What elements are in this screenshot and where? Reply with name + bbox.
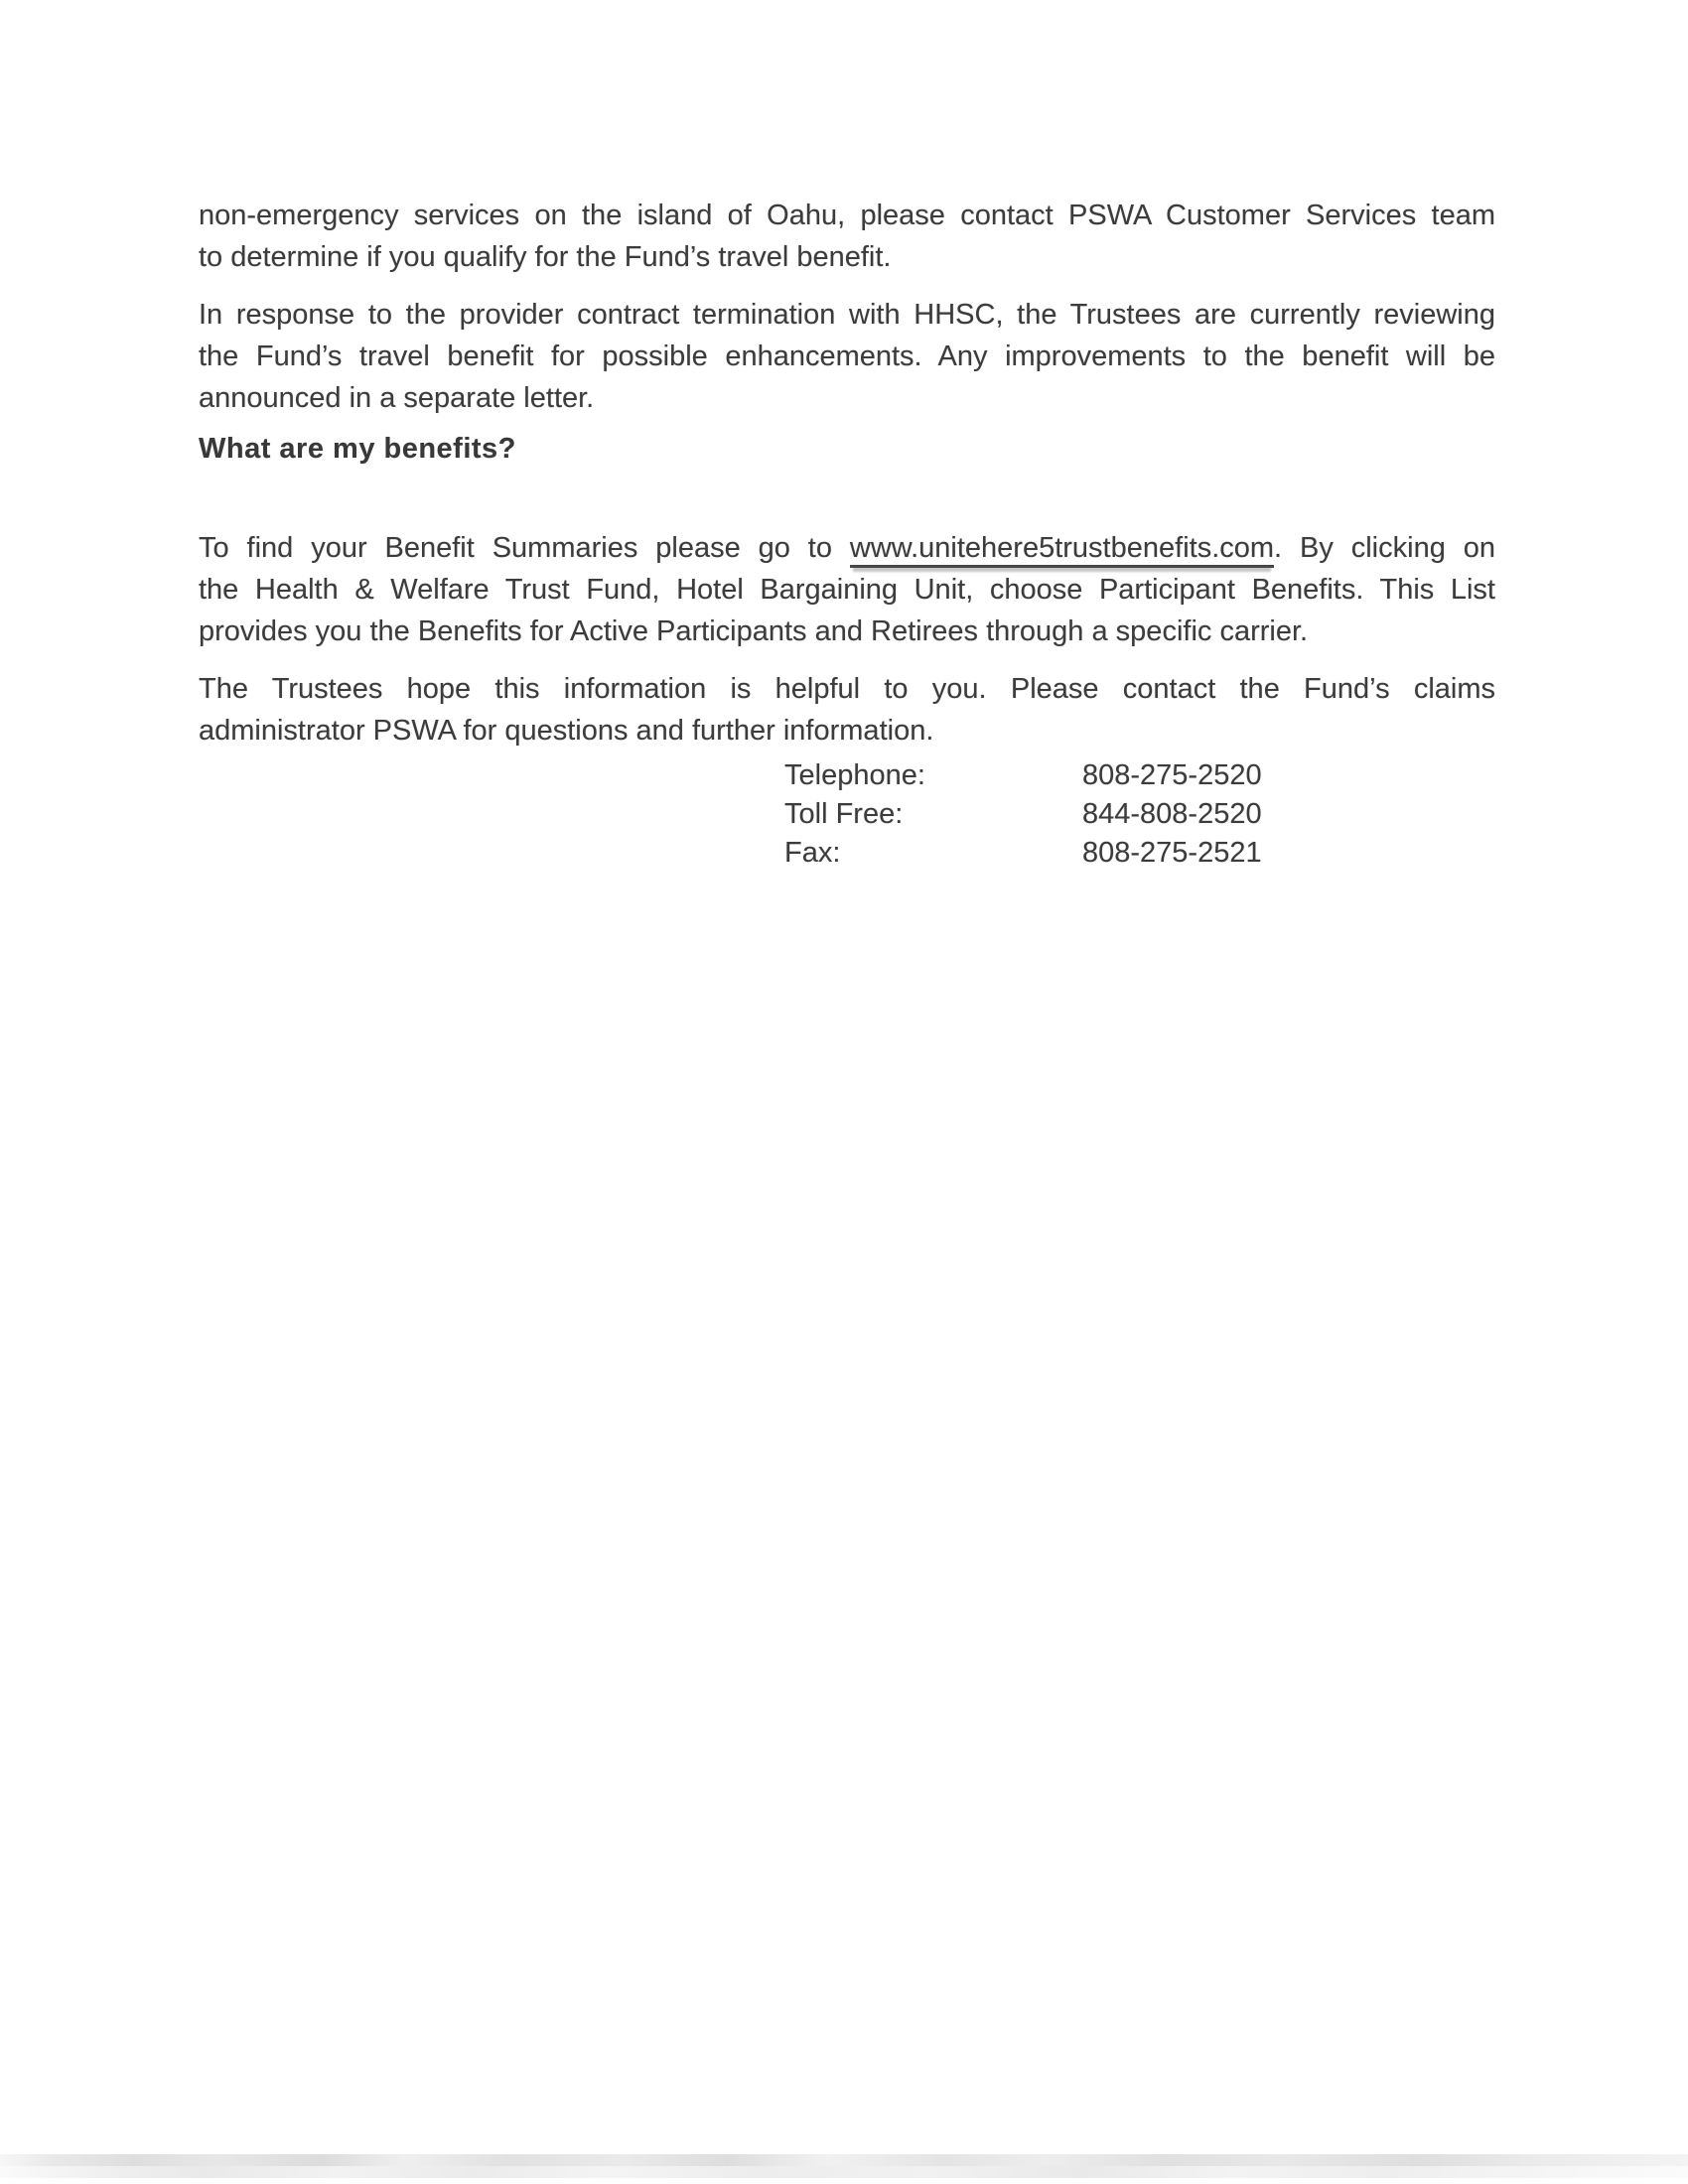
paragraph-benefit-summaries	[199, 527, 1495, 652]
paragraph-line: In response to the provider contract termination with HHSC, the Trustees are currently reviewing	[199, 299, 1495, 331]
benefits-website-link[interactable]: www.unitehere5trustbenefits.com	[850, 532, 1274, 568]
paragraph-line: provides you the Benefits for Active Participants and Retirees through a specific carrier.	[199, 615, 1309, 647]
contact-info-block	[199, 756, 1495, 873]
scan-artifact-segment-row	[0, 2154, 1688, 2166]
paragraph-line	[199, 527, 1495, 569]
contact-telephone-row	[199, 756, 1495, 795]
paragraph-line: the Health & Welfare Trust Fund, Hotel Bargaining Unit, choose Participant Benefits. This List	[199, 574, 1495, 606]
paragraph-line: the Fund’s travel benefit for possible enhancements. Any improvements to the benefit will be	[199, 341, 1495, 372]
paragraph-hhsc-termination	[199, 294, 1495, 419]
paragraph-line: The Trustees hope this information is helpful to you. Please contact the Fund’s claims	[199, 673, 1495, 705]
paragraph-line: announced in a separate letter.	[199, 382, 595, 414]
contact-tollfree-row	[199, 795, 1495, 834]
paragraph-line: administrator PSWA for questions and further information.	[199, 715, 934, 747]
contact-label: Toll Free:	[784, 798, 904, 830]
contact-value: 808-275-2520	[1082, 759, 1262, 791]
paragraph-line: non-emergency services on the island of Oahu, please contact PSWA Customer Services team	[199, 200, 1495, 231]
url-line-prefix: To find your Benefit Summaries please go to	[199, 532, 850, 564]
paragraph-line: to determine if you qualify for the Fund’s travel benefit.	[199, 241, 892, 273]
contact-label: Telephone:	[784, 759, 925, 791]
paragraph-closing	[199, 668, 1495, 751]
heading-text: What are my benefits?	[199, 433, 516, 465]
contact-value: 808-275-2521	[1082, 837, 1262, 869]
paragraph-travel-benefit-continuation	[199, 195, 1495, 278]
scan-edge-artifact	[0, 2154, 1688, 2178]
url-line-suffix: . By clicking on	[1274, 532, 1495, 564]
contact-label: Fax:	[784, 837, 841, 869]
section-heading-what-are-my-benefits	[199, 428, 1495, 470]
contact-value: 844-808-2520	[1082, 798, 1262, 830]
contact-fax-row	[199, 834, 1495, 873]
scan-artifact-segment-row	[0, 2166, 1688, 2178]
